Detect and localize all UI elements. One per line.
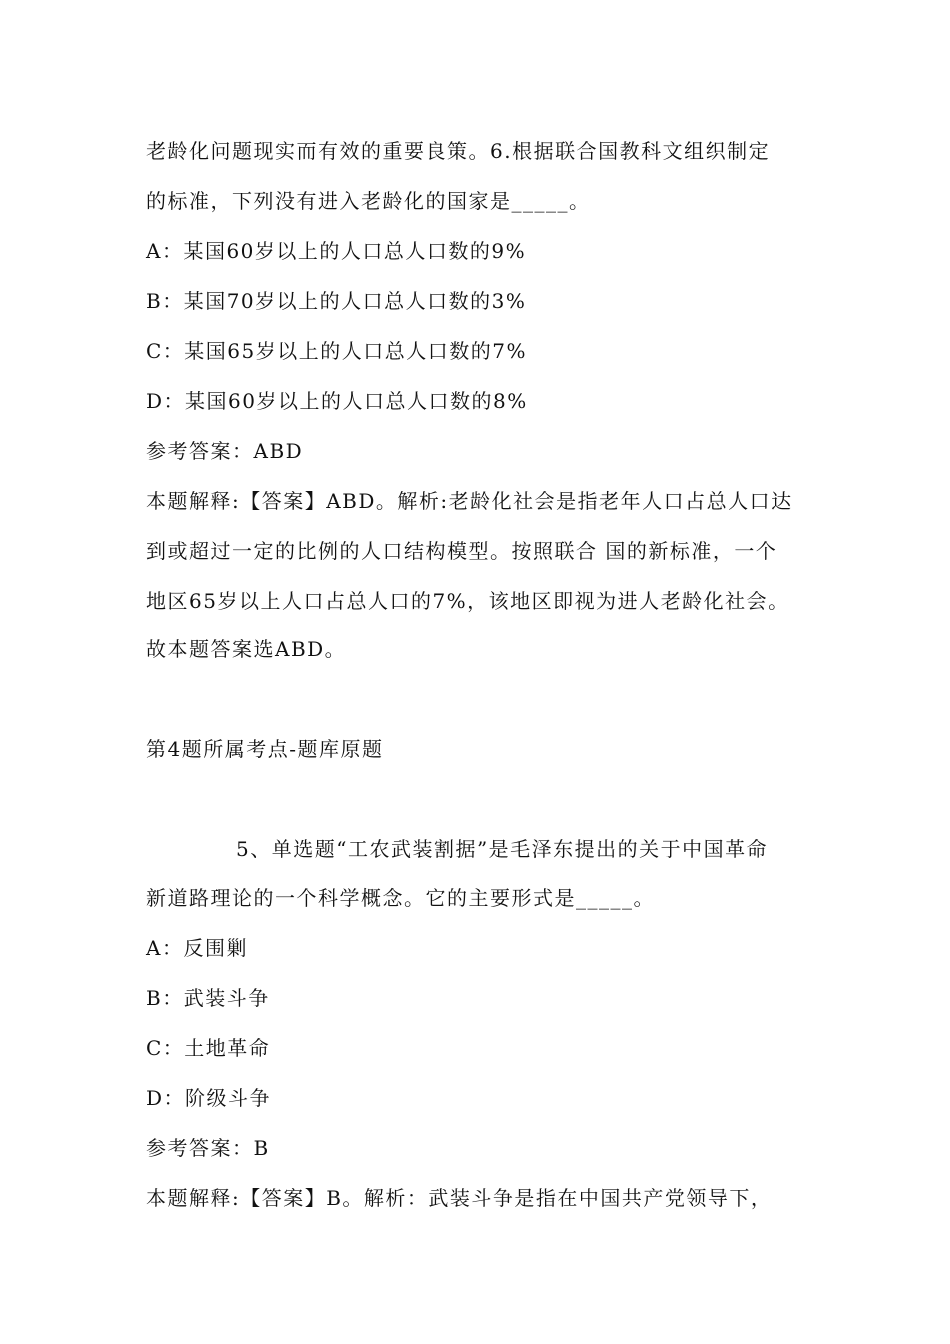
question-5-option-b: B：武装斗争 [146, 986, 270, 1010]
question-4-explanation-line-4: 故本题答案选ABD。 [146, 637, 347, 661]
question-4-stem-line-1: 老龄化问题现实而有效的重要良策。6.根据联合国教科文组织制定 [146, 139, 771, 163]
question-4-option-b: B：某国70岁以上的人口总人口数的3% [146, 289, 527, 313]
question-4-answer: 参考答案：ABD [146, 439, 304, 463]
question-5-stem-line-2: 新道路理论的一个科学概念。它的主要形式是_____。 [146, 886, 655, 910]
question-4-option-c: C：某国65岁以上的人口总人口数的7% [146, 339, 527, 363]
question-4-stem-line-2: 的标准，下列没有进入老龄化的国家是_____。 [146, 189, 591, 213]
question-5-stem-line-1: 5、单选题“工农武装割据”是毛泽东提出的关于中国革命 [236, 837, 769, 861]
question-4-option-d: D：某国60岁以上的人口总人口数的8% [146, 389, 528, 413]
question-4-explanation-line-1: 本题解释:【答案】ABD。解析:老龄化社会是指老年人口占总人口达 [146, 489, 793, 513]
question-4-explanation-line-3: 地区65岁以上人口占总人口的7%，该地区即视为进人老龄化社会。 [146, 589, 790, 613]
question-5-option-d: D：阶级斗争 [146, 1086, 272, 1110]
question-5-option-a: A：反围剿 [146, 936, 248, 960]
question-4-knowledge-point: 第4题所属考点-题库原题 [146, 737, 384, 761]
question-5-explanation-line-1: 本题解释:【答案】B。解析：武装斗争是指在中国共产党领导下， [146, 1186, 773, 1210]
question-5-answer: 参考答案：B [146, 1136, 270, 1160]
question-4-option-a: A：某国60岁以上的人口总人口数的9% [146, 239, 527, 263]
question-5-option-c: C：土地革命 [146, 1036, 271, 1060]
question-4-explanation-line-2: 到或超过一定的比例的人口结构模型。按照联合 国的新标准，一个 [146, 539, 778, 563]
